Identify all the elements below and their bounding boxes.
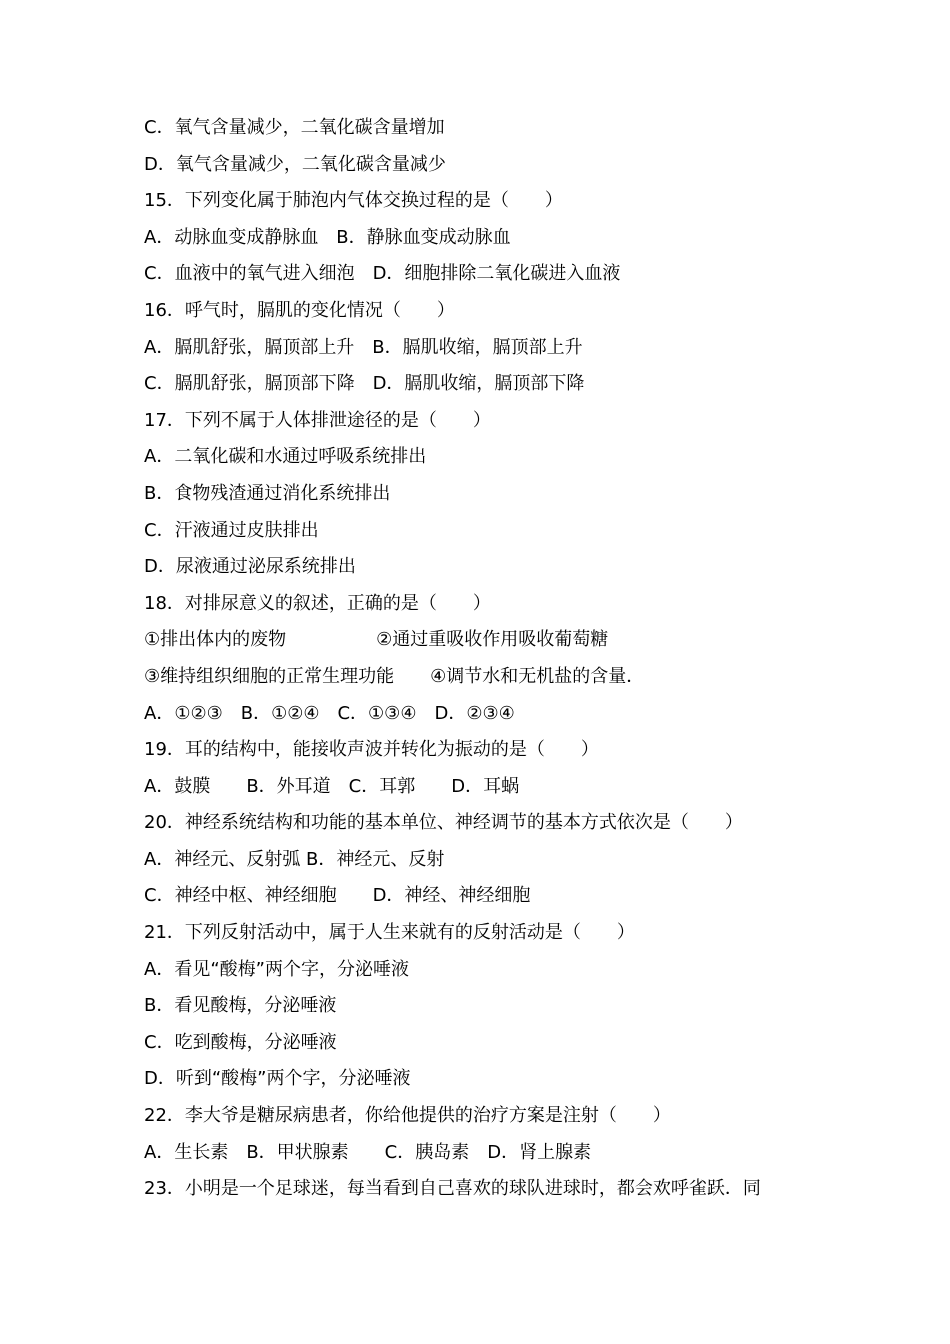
option-line: C．吃到酸梅，分泌唾液 [144,1031,337,1053]
option-line: A．看见“酸梅”两个字，分泌唾液 [144,958,409,980]
question-line: 15．下列变化属于肺泡内气体交换过程的是（ ） [144,190,563,212]
option-line: C．神经中枢、神经细胞 D．神经、神经细胞 [144,885,531,907]
statement-line: ①排出体内的废物 ②通过重吸收作用吸收葡萄糖 [144,629,609,651]
question-text-block [144,110,824,1208]
option-line: D．尿液通过泌尿系统排出 [144,556,356,578]
option-line: C．汗液通过皮肤排出 [144,519,319,541]
option-line: C．血液中的氧气进入细泡 D．细胞排除二氧化碳进入血液 [144,263,621,285]
option-line: C．氧气含量减少，二氧化碳含量增加 [144,117,445,138]
question-line: 18．对排尿意义的叙述，正确的是（ ） [144,592,491,614]
question-line: 16．呼气时，膈肌的变化情况（ ） [144,299,455,321]
option-line: D．氧气含量减少，二氧化碳含量减少 [144,153,446,175]
option-line: A．动脉血变成静脉血 B．静脉血变成动脉血 [144,226,511,248]
question-line: 23．小明是一个足球迷，每当看到自己喜欢的球队进球时，都会欢呼雀跃．同 [144,1178,761,1200]
option-line: C．膈肌舒张，膈顶部下降 D．膈肌收缩，膈顶部下降 [144,373,585,395]
statement-line: ③维持组织细胞的正常生理功能 ④调节水和无机盐的含量． [144,665,645,687]
option-line: A．神经元、反射弧 B．神经元、反射 [144,848,445,870]
option-line: A．二氧化碳和水通过呼吸系统排出 [144,446,427,468]
option-line: A．生长素 B．甲状腺素 C．胰岛素 D．肾上腺素 [144,1141,592,1163]
option-line: A．膈肌舒张，膈顶部上升 B．膈肌收缩，膈顶部上升 [144,336,583,358]
option-line: B．看见酸梅，分泌唾液 [144,995,337,1017]
question-line: 20．神经系统结构和功能的基本单位、神经调节的基本方式依次是（ ） [144,812,743,834]
question-line: 17．下列不属于人体排泄途径的是（ ） [144,409,491,431]
question-line: 22．李大爷是糖尿病患者，你给他提供的治疗方案是注射（ ） [144,1105,671,1127]
option-line: A．鼓膜 B．外耳道 C．耳郭 D．耳蜗 [144,775,520,797]
question-line: 21．下列反射活动中，属于人生来就有的反射活动是（ ） [144,922,635,944]
option-line: D．听到“酸梅”两个字，分泌唾液 [144,1068,411,1090]
option-line: A．①②③ B．①②④ C．①③④ D．②③④ [144,702,515,724]
option-line: B．食物残渣通过消化系统排出 [144,482,391,504]
question-line: 19．耳的结构中，能接收声波并转化为振动的是（ ） [144,739,599,761]
